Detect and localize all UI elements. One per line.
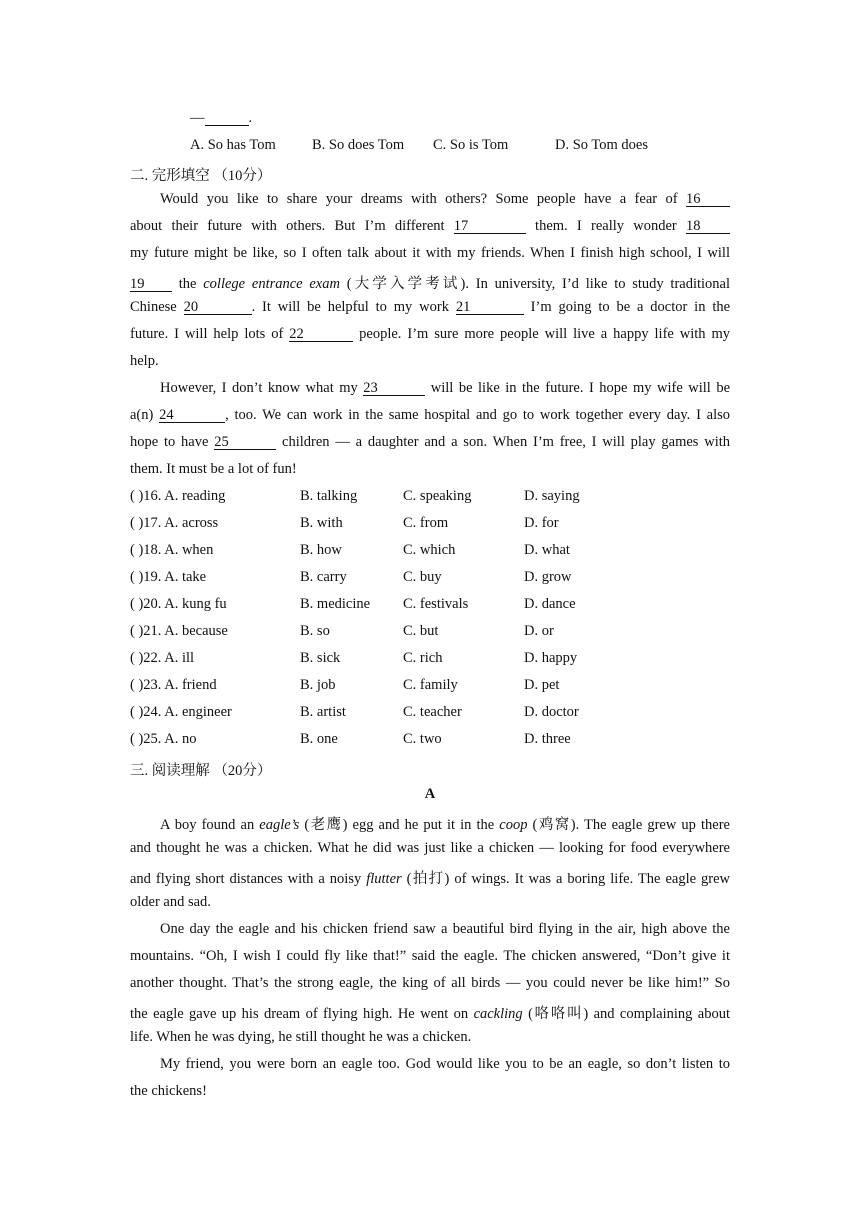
cloze-line-9 (130, 407, 730, 424)
italic-term: cackling (473, 1006, 523, 1022)
blank-19: 19 (130, 277, 172, 292)
passage-title: A (424, 786, 436, 802)
text: future. I will help lots of (130, 326, 284, 342)
section-heading-cloze: 二. 完形填空 （10分） (130, 168, 272, 184)
question-stem: ( )24. A. engineer (130, 704, 232, 720)
option-d: D. what (524, 542, 570, 558)
blank-24: 24 (159, 408, 225, 423)
option-b: B. job (300, 677, 336, 693)
section-heading-reading: 三. 阅读理解 （20分） (130, 763, 272, 779)
passage-line: older and sad. (130, 894, 211, 910)
option-c: C. rich (403, 650, 443, 666)
blank-16: 16 (686, 192, 730, 207)
option-c: C. buy (403, 569, 442, 585)
passage-line: A boy found an eagle’s (老鹰) egg and he put it in the coop (鸡窝). The eagle grew up there (160, 817, 730, 833)
passage-line: the eagle gave up his dream of flying high. He went on cackling (咯咯叫) and complaining about (130, 1006, 730, 1022)
question-stem: ( )23. A. friend (130, 677, 217, 693)
option-b: B. talking (300, 488, 358, 504)
option-d: D. doctor (524, 704, 579, 720)
option-c: C. from (403, 515, 449, 531)
option-d: D. happy (524, 650, 578, 666)
period: . (248, 110, 253, 126)
blank-18: 18 (686, 219, 730, 234)
cloze-line-4 (130, 272, 730, 293)
question-stem: ( )17. A. across (130, 515, 219, 531)
text: , too. We can work in the same hospital and go to work together every day. I also (225, 407, 730, 423)
text: However, I don’t know what my (160, 380, 358, 396)
cloze-line-3: my future might be like, so I often talk about it with my friends. When I finish high school, I will (130, 245, 730, 261)
text: I’m going to be a doctor in the (530, 299, 731, 315)
italic-term: coop (499, 817, 528, 833)
cloze-line-10 (130, 434, 730, 451)
cloze-line-8 (160, 380, 730, 397)
option-a: A. So has Tom (190, 137, 276, 153)
blank-22: 22 (289, 327, 353, 342)
option-d: D. or (524, 623, 554, 639)
option-d: D. grow (524, 569, 572, 585)
blank-20: 20 (184, 300, 252, 315)
option-b: B. So does Tom (312, 137, 405, 153)
question-stem: ( )16. A. reading (130, 488, 226, 504)
option-c: C. festivals (403, 596, 469, 612)
text: the (178, 276, 197, 292)
option-b: B. how (300, 542, 342, 558)
option-d: D. dance (524, 596, 576, 612)
option-c: C. which (403, 542, 456, 558)
cloze-line-11: them. It must be a lot of fun! (130, 461, 297, 477)
italic-term: eagle’s (259, 817, 300, 833)
passage-line: life. When he was dying, he still thought he was a chicken. (130, 1029, 472, 1045)
question-stem: ( )25. A. no (130, 731, 197, 747)
option-b: B. artist (300, 704, 346, 720)
text: . It will be helpful to my work (251, 299, 449, 315)
option-c: C. but (403, 623, 439, 639)
option-d: D. pet (524, 677, 560, 693)
cloze-line-1 (160, 191, 730, 208)
passage-line: and thought he was a chicken. What he did was just like a chicken — looking for food everywhere (130, 840, 730, 856)
italic-term: college entrance exam (203, 276, 340, 292)
passage-line: and flying short distances with a noisy flutter (拍打) of wings. It was a boring life. The eagle grew (130, 871, 730, 887)
text: Chinese (130, 299, 177, 315)
question-stem: ( )18. A. when (130, 542, 214, 558)
text: about their future with others. But I’m different (130, 218, 445, 234)
cloze-line-2 (130, 218, 730, 235)
option-c: C. two (403, 731, 442, 747)
option-b: B. carry (300, 569, 347, 585)
blank-25: 25 (214, 435, 276, 450)
option-d: D. saying (524, 488, 580, 504)
answer-blank-line (190, 110, 790, 127)
text: (大学入学考试). In university, I’d like to study traditional (346, 276, 731, 292)
passage-line: another thought. That’s the strong eagle, the king of all birds — you could never be like him!” So (130, 975, 730, 991)
text: children — a daughter and a son. When I’m free, I will play games with (282, 434, 731, 450)
question-stem: ( )19. A. take (130, 569, 207, 585)
cloze-line-5 (130, 299, 730, 316)
blank-21: 21 (456, 300, 524, 315)
text: will be like in the future. I hope my wife will be (430, 380, 730, 396)
question-stem: ( )20. A. kung fu (130, 596, 227, 612)
question-stem: ( )22. A. ill (130, 650, 195, 666)
option-c: C. speaking (403, 488, 472, 504)
option-c: C. teacher (403, 704, 462, 720)
option-d: D. for (524, 515, 559, 531)
blank-23: 23 (363, 381, 425, 396)
blank-17: 17 (454, 219, 526, 234)
option-d: D. So Tom does (555, 137, 648, 153)
option-b: B. sick (300, 650, 341, 666)
cloze-line-6 (130, 326, 730, 343)
passage-line: One day the eagle and his chicken friend saw a beautiful bird flying in the air, high above the (160, 921, 730, 937)
text: hope to have (130, 434, 209, 450)
text: a(n) (130, 407, 154, 423)
text: people. I’m sure more people will live a happy life with my (359, 326, 730, 342)
option-b: B. one (300, 731, 338, 747)
option-b: B. so (300, 623, 330, 639)
option-c: C. So is Tom (433, 137, 509, 153)
option-b: B. with (300, 515, 343, 531)
italic-term: flutter (366, 871, 402, 887)
passage-line: My friend, you were born an eagle too. God would like you to be an eagle, so don’t listen to (160, 1056, 730, 1072)
text: Would you like to share your dreams with others? Some people have a fear of (160, 191, 678, 207)
passage-line: mountains. “Oh, I wish I could fly like that!” said the eagle. The chicken answered, “Don’t give it (130, 948, 730, 964)
text: them. I really wonder (535, 218, 677, 234)
dash: — (190, 110, 205, 126)
option-b: B. medicine (300, 596, 371, 612)
passage-line: the chickens! (130, 1083, 207, 1099)
option-c: C. family (403, 677, 458, 693)
cloze-line-7: help. (130, 353, 159, 369)
option-d: D. three (524, 731, 571, 747)
question-stem: ( )21. A. because (130, 623, 228, 639)
